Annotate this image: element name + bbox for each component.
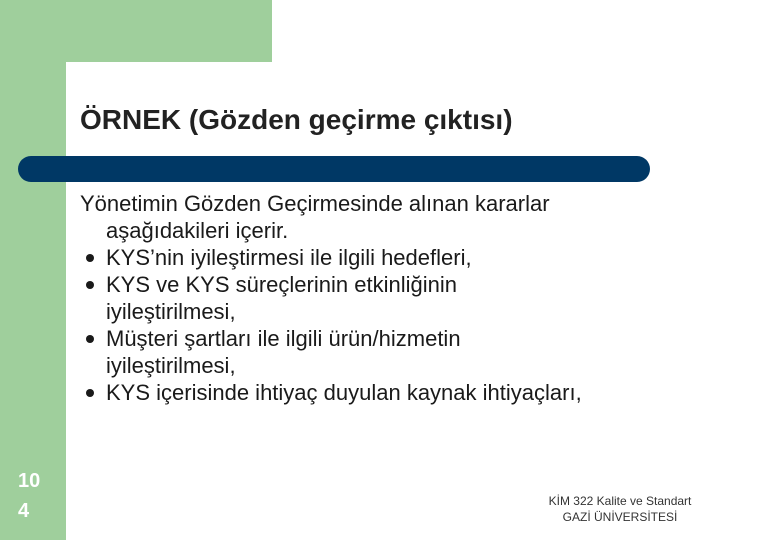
- footer-credit: [520, 493, 720, 525]
- page-number: [18, 466, 40, 526]
- bullet-text-continued: iyileştirilmesi,: [106, 299, 236, 324]
- page-number-line-2: 4: [18, 500, 30, 522]
- slide-title: ÖRNEK (Gözden geçirme çıktısı): [80, 104, 513, 135]
- bullet-text: KYS’nin iyileştirmesi ile ilgili hedefleri,: [106, 245, 472, 270]
- bullet-item: [80, 379, 740, 406]
- bullet-item: [80, 271, 740, 325]
- bullet-dot-icon: [86, 389, 94, 397]
- intro-text-line-1: Yönetimin Gözden Geçirmesinde alınan kararlar: [80, 191, 550, 216]
- bullet-text: KYS ve KYS süreçlerinin etkinliğinin: [106, 272, 457, 297]
- bullet-item: [80, 244, 740, 271]
- bullet-dot-icon: [86, 254, 94, 262]
- bullet-list: [80, 244, 740, 406]
- bullet-text: Müşteri şartları ile ilgili ürün/hizmetin: [106, 326, 461, 351]
- bullet-text-continued: iyileştirilmesi,: [106, 353, 236, 378]
- footer-course: KİM 322 Kalite ve Standart: [548, 494, 692, 508]
- slide-body: [80, 190, 740, 406]
- green-top-panel: [0, 0, 272, 62]
- bullet-dot-icon: [86, 281, 94, 289]
- intro-text-line-2: aşağıdakileri içerir.: [106, 218, 289, 243]
- bullet-text: KYS içerisinde ihtiyaç duyulan kaynak ihtiyaçları,: [106, 380, 582, 405]
- page-number-line-1: 10: [18, 470, 41, 492]
- footer-university: GAZİ ÜNİVERSİTESİ: [562, 510, 678, 524]
- title-underline-bar: [18, 156, 650, 182]
- green-side-panel: [0, 0, 66, 540]
- bullet-item: [80, 325, 740, 379]
- bullet-dot-icon: [86, 335, 94, 343]
